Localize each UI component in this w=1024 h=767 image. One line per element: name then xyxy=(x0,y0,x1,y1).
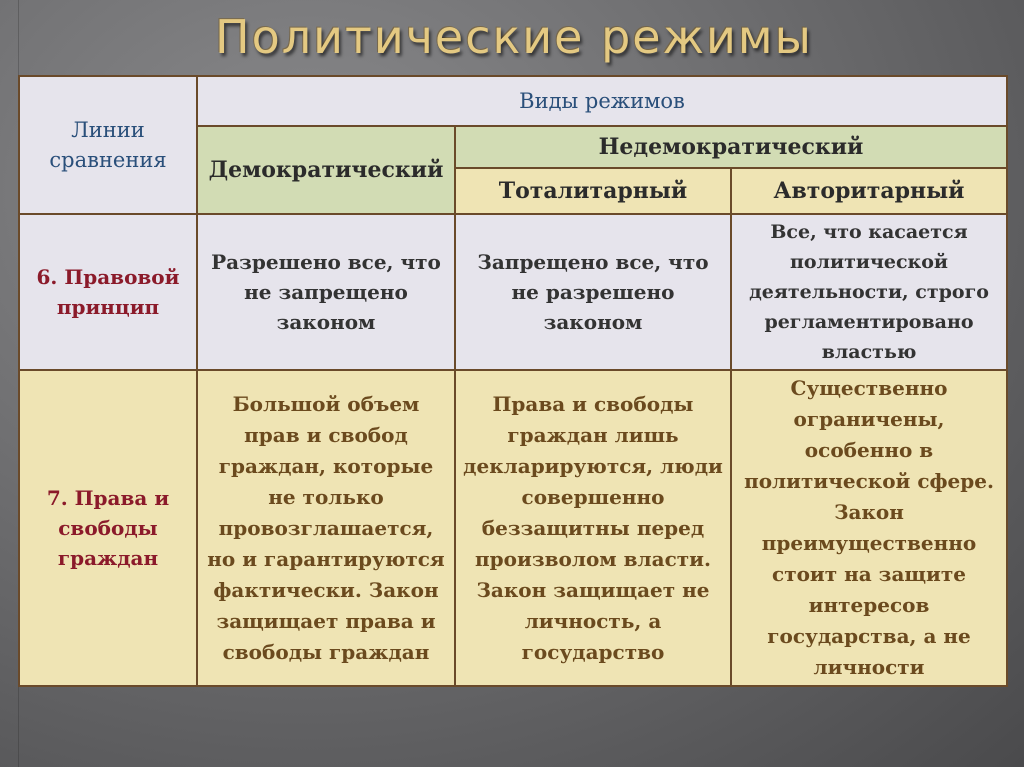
header-regime-types: Виды режимов xyxy=(197,76,1007,126)
header-totalitarian: Тоталитарный xyxy=(455,168,731,214)
row-label-legal-principle: 6. Правовой принцип xyxy=(19,214,197,370)
regimes-comparison-table xyxy=(18,75,1008,687)
cell-authoritarian-rights-freedoms: Существенно ограничены, особенно в политической сфере. Закон преимущественно стоит на защите интересов государства, а не личности xyxy=(731,370,1007,686)
table-row xyxy=(19,370,1007,686)
cell-democratic-legal-principle: Разрешено все, что не запрещено законом xyxy=(197,214,455,370)
table-row xyxy=(19,214,1007,370)
header-comparison-lines: Линии сравнения xyxy=(19,76,197,214)
cell-democratic-rights-freedoms: Большой объем прав и свобод граждан, которые не только провозглашается, но и гарантируются фактически. Закон защищает права и свободы граждан xyxy=(197,370,455,686)
header-nondemocratic: Недемократический xyxy=(455,126,1007,168)
header-democratic: Демократический xyxy=(197,126,455,214)
cell-totalitarian-legal-principle: Запрещено все, что не разрешено законом xyxy=(455,214,731,370)
cell-authoritarian-legal-principle: Все, что касается политической деятельности, строго регламентировано властью xyxy=(731,214,1007,370)
row-label-rights-freedoms: 7. Права и свободы граждан xyxy=(19,370,197,686)
slide-title: Политические режимы xyxy=(215,10,813,64)
cell-totalitarian-rights-freedoms: Права и свободы граждан лишь декларируются, люди совершенно беззащитны перед произволом власти. Закон защищает не личность, а государство xyxy=(455,370,731,686)
header-authoritarian: Авторитарный xyxy=(731,168,1007,214)
